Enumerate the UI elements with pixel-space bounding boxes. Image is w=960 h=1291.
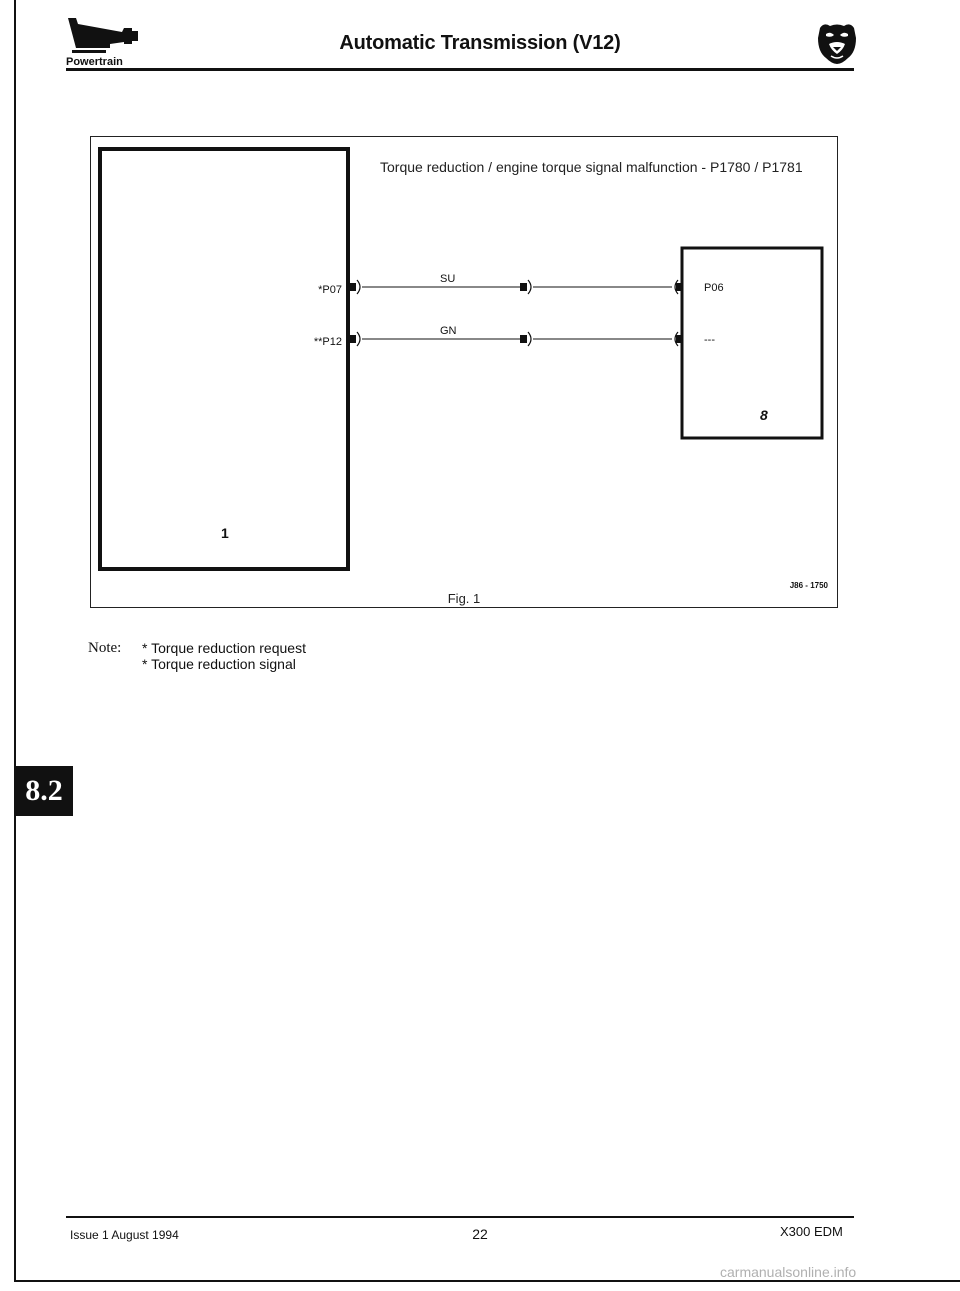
left-module-label: 1 bbox=[221, 525, 229, 541]
page-bottom-rule bbox=[14, 1280, 960, 1282]
note-label: Note: bbox=[88, 640, 122, 656]
page-number: 22 bbox=[472, 1226, 488, 1242]
header-rule bbox=[66, 68, 854, 71]
section-tab: 8.2 bbox=[15, 766, 73, 816]
diagram-reference: J86 - 1750 bbox=[789, 581, 828, 590]
right-module-label: 8 bbox=[760, 407, 768, 423]
right-pin-p06-label: P06 bbox=[704, 282, 724, 294]
wiring-diagram bbox=[90, 136, 838, 608]
left-module-box bbox=[100, 149, 348, 569]
wire-su-label: SU bbox=[440, 273, 456, 285]
watermark: carmanualsonline.info bbox=[720, 1264, 857, 1280]
footer-rule bbox=[66, 1216, 854, 1218]
wire-gn-label: GN bbox=[440, 325, 457, 337]
diagram-title: Torque reduction / engine torque signal malfunction - P1780 / P1781 bbox=[380, 159, 803, 175]
jaguar-emblem-icon bbox=[814, 20, 860, 66]
footer-issue: Issue 1 August 1994 bbox=[70, 1228, 179, 1242]
footer-document-code: X300 EDM bbox=[780, 1224, 843, 1239]
left-pin-p12-label: **P12 bbox=[313, 336, 342, 348]
page-title: Automatic Transmission (V12) bbox=[339, 32, 621, 54]
wire-su bbox=[349, 280, 683, 294]
right-pin-blank-label: --- bbox=[704, 334, 715, 346]
wire-gn bbox=[349, 332, 683, 346]
note-line-request: * Torque reduction request bbox=[142, 640, 306, 656]
note-line-signal: * Torque reduction signal bbox=[142, 656, 296, 672]
right-module-box bbox=[682, 248, 822, 438]
header-section-label: Powertrain bbox=[66, 56, 123, 68]
figure-caption: Fig. 1 bbox=[447, 591, 481, 606]
page-edge-rule bbox=[14, 0, 16, 1280]
left-pin-p07-label: *P07 bbox=[318, 284, 342, 296]
